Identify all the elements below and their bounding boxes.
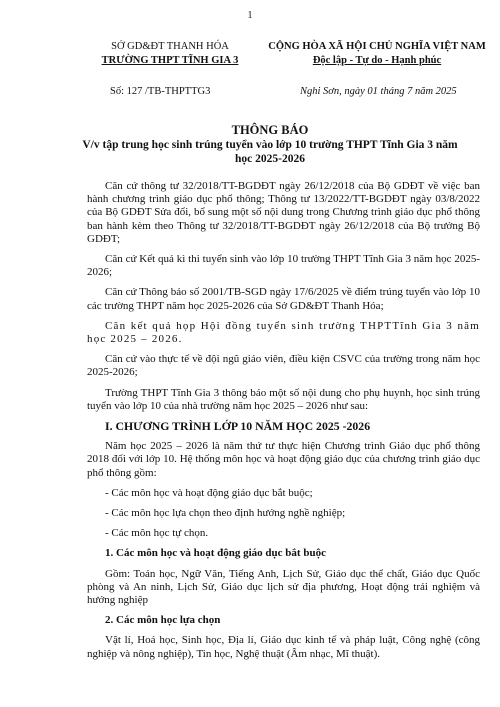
- national-title: CỘNG HÒA XÃ HỘI CHỦ NGHĨA VIỆT NAM: [268, 41, 486, 52]
- list-item: - Các môn học và hoạt động giáo dục bắt buộc;: [105, 486, 313, 499]
- section-heading: I. CHƯƠNG TRÌNH LỚP 10 NĂM HỌC 2025 -2026: [105, 419, 371, 434]
- document-subject: V/v tập trung học sinh trúng tuyển vào lớp 10 trường THPT Tĩnh Gia 3 năm học 2025-2026: [82, 139, 458, 165]
- issuer-department: SỞ GD&ĐT THANH HÓA: [111, 41, 229, 52]
- paragraph-legal-basis-3: Căn cứ Thông báo số 2001/TB-SGD ngày 17/6/2025 về điểm trúng tuyển vào lớp 10 các trường THPT năm học 2025-2026 của Sở GD&ĐT Thanh Hóa;: [87, 286, 480, 312]
- paragraph-legal-basis-1: Căn cứ thông tư 32/2018/TT-BGDĐT ngày 26/12/2018 của Bộ GDĐT về việc ban hành chương trình giáo dục phổ thông; Thông tư 13/2022/TT-BGDĐT ngày 03/8/2022 của Bộ GDĐT Sửa đổi, bổ sung một số nội dung trong Chương trình giáo dục phổ thông ban hành kèm theo Thông tư 32/2018/TT-BGDĐT ngày 26/12/2018 của Bộ trưởng Bộ GDĐT;: [87, 180, 480, 245]
- national-motto: Độc lập - Tự do - Hạnh phúc: [312, 55, 442, 66]
- national-motto-block: [262, 40, 492, 68]
- section-intro: Năm học 2025 – 2026 là năm thứ tư thực hiện Chương trình Giáo dục phổ thông 2018 đối với lớp 10. Hệ thống môn học và hoạt động giáo dục của chương trình giáo dục phổ thông gồm:: [87, 440, 480, 479]
- issuer-block: [100, 40, 240, 68]
- paragraph-announcement: Trường THPT Tĩnh Gia 3 thông báo một số nội dung cho phụ huynh, học sinh trúng tuyển vào lớp 10 của nhà trường năm học 2025 – 2026 như sau:: [87, 386, 480, 412]
- document-body: [87, 180, 480, 668]
- subsection-heading-elective: 2. Các môn học lựa chọn: [105, 614, 221, 627]
- place-date: Nghi Sơn, ngày 01 tháng 7 năm 2025: [300, 86, 457, 97]
- list-item: - Các môn học lựa chọn theo định hướng nghề nghiệp;: [105, 507, 346, 520]
- document-title: THÔNG BÁO: [231, 123, 309, 137]
- document-number: Số: 127 /TB-THPTTG3: [110, 86, 211, 97]
- subsection-text-elective: Vật lí, Hoá học, Sinh học, Địa lí, Giáo dục kinh tế và pháp luật, Công nghệ (công nghiệp và nông nghiệp), Tin học, Nghệ thuật (Âm nhạc, Mĩ thuật).: [87, 634, 480, 660]
- paragraph-legal-basis-2: Căn cứ Kết quả kì thi tuyển sinh vào lớp 10 trường THPT Tĩnh Gia 3 năm học 2025-2026;: [87, 253, 480, 279]
- paragraph-legal-basis-5: Căn cứ vào thực tế về đội ngũ giáo viên, điều kiện CSVC của trường trong năm học 2025-2026;: [87, 353, 480, 379]
- paragraph-legal-basis-4: Căn kết quả họp Hội đồng tuyển sinh trường THPTTĩnh Gia 3 năm học 2025 – 2026.: [87, 319, 480, 346]
- list-item: - Các môn học tự chọn.: [105, 527, 209, 540]
- subsection-text-mandatory: Gồm: Toán học, Ngữ Văn, Tiếng Anh, Lịch Sử, Giáo dục thể chất, Giáo dục Quốc phòng và An ninh, Lịch Sử, Giáo dục lịch sử địa phương, Hoạt động trải nghiệm và hướng nghiệp: [87, 567, 480, 607]
- subsection-heading-mandatory: 1. Các môn học và hoạt động giáo dục bắt buộc: [105, 547, 326, 560]
- page-number: 1: [247, 10, 253, 21]
- issuer-school: TRƯỜNG THPT TĨNH GIA 3: [101, 55, 239, 66]
